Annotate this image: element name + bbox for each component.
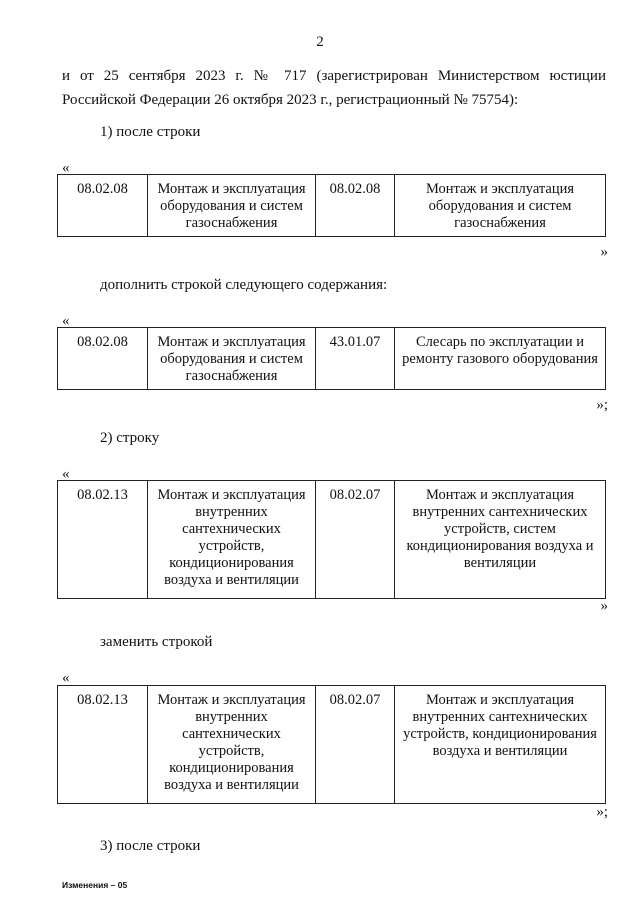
name-cell: Монтаж и эксплуатация оборудования и систем газоснабжения: [148, 328, 316, 390]
open-quote: «: [62, 670, 70, 686]
intro-paragraph: [62, 64, 606, 112]
instruction-3: 2) строку: [100, 430, 160, 446]
code-cell: 08.02.13: [58, 481, 148, 599]
code-cell: 08.02.13: [58, 686, 148, 804]
close-quote: »: [600, 598, 608, 614]
code-cell: 08.02.08: [58, 328, 148, 390]
close-quote: »;: [596, 804, 608, 820]
table-row: [57, 327, 606, 390]
instruction-4: заменить строкой: [100, 634, 213, 650]
table-row: [57, 480, 606, 599]
name-cell: Монтаж и эксплуатация оборудования и систем газоснабжения: [148, 175, 316, 237]
name-cell: Монтаж и эксплуатация оборудования и систем газоснабжения: [395, 175, 606, 237]
instruction-1: 1) после строки: [100, 124, 201, 140]
name-cell: Монтаж и эксплуатация внутренних сантехнических устройств, кондиционирования воздуха и вентиляции: [395, 686, 606, 804]
close-quote: »;: [596, 397, 608, 413]
open-quote: «: [62, 160, 70, 176]
instruction-5: 3) после строки: [100, 838, 201, 854]
code-cell: 08.02.07: [316, 481, 395, 599]
intro-line-1: и от 25 сентября 2023 г. № 717 (зарегистрирован Министерством юстиции: [62, 68, 606, 84]
close-quote: »: [600, 244, 608, 260]
name-cell: Монтаж и эксплуатация внутренних сантехнических устройств, систем кондиционирования воздуха и вентиляции: [395, 481, 606, 599]
name-cell: Монтаж и эксплуатация внутренних сантехнических устройств, кондиционирования воздуха и вентиляции: [148, 686, 316, 804]
table-row: [57, 685, 606, 804]
name-cell: Монтаж и эксплуатация внутренних сантехнических устройств, кондиционирования воздуха и вентиляции: [148, 481, 316, 599]
open-quote: «: [62, 313, 70, 329]
code-cell: 08.02.08: [58, 175, 148, 237]
footer-note: Изменения – 05: [62, 880, 128, 890]
code-cell: 08.02.08: [316, 175, 395, 237]
code-cell: 43.01.07: [316, 328, 395, 390]
code-cell: 08.02.07: [316, 686, 395, 804]
intro-line-2: Российской Федерации 26 октября 2023 г., регистрационный № 75754):: [62, 92, 519, 108]
instruction-2: дополнить строкой следующего содержания:: [100, 277, 388, 293]
table-row: [57, 174, 606, 237]
name-cell: Слесарь по эксплуатации и ремонту газового оборудования: [395, 328, 606, 390]
open-quote: «: [62, 466, 70, 482]
page-number: 2: [316, 34, 324, 50]
